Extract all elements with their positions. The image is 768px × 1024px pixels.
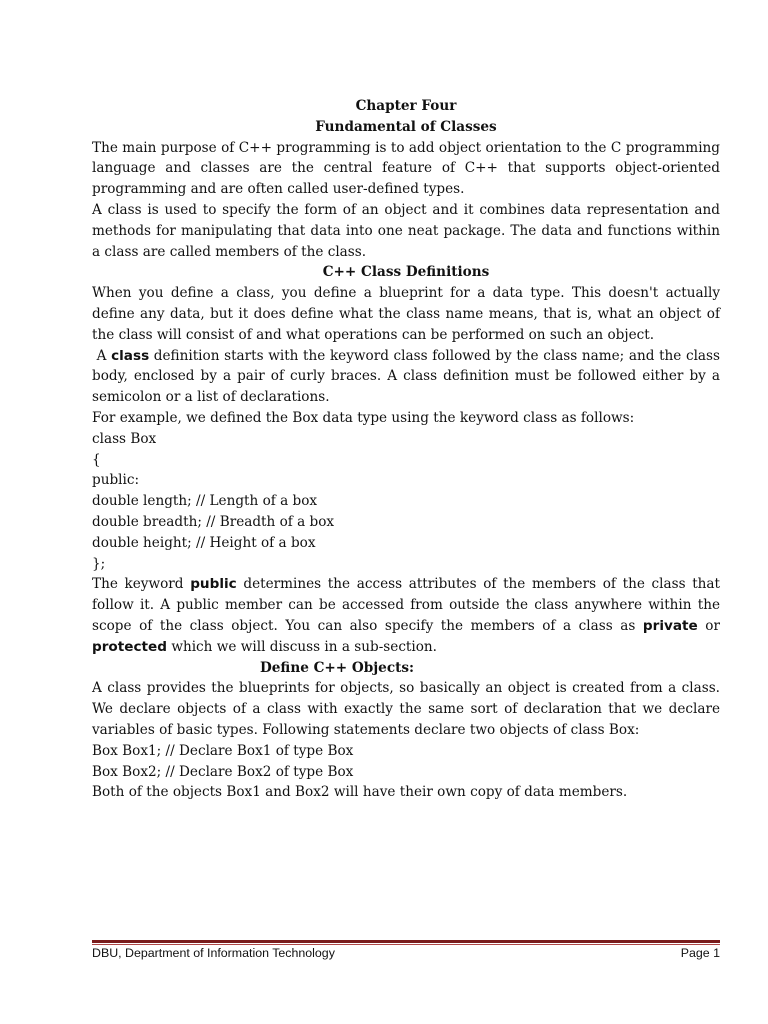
- footer-department: DBU, Department of Information Technology: [92, 946, 335, 960]
- access-specifiers-paragraph: [92, 574, 725, 657]
- intro-paragraph-2: A class is used to specify the form of an object and it combines data representation and methods for manipulating that data into one neat package. The data and functions within a class are called members of the class.: [92, 201, 720, 260]
- paragraph-text: which we will discuss in a sub-section.: [167, 638, 437, 655]
- chapter-subtitle: Fundamental of Classes: [315, 118, 497, 135]
- code-line: double length; // Length of a box: [92, 493, 318, 510]
- paragraph-text: determines the access attributes of the members of the class that follow it. A public member can be accessed from outside the class anywhere within the scope of the class object. You can also specify the members of a class as: [92, 576, 720, 634]
- footer-rule: [92, 940, 720, 943]
- footer-rule-thin: [92, 944, 720, 945]
- paragraph-text: The keyword: [92, 576, 191, 593]
- paragraph-text: definition starts with the keyword class followed by the class name; and the class body, enclosed by a pair of curly braces. A class definition must be followed either by a semicolon or a list of declarations.: [92, 347, 720, 406]
- define-objects-paragraph-2: Both of the objects Box1 and Box2 will have their own copy of data members.: [92, 784, 628, 801]
- code-line: public:: [92, 472, 140, 489]
- code-line: Box Box1; // Declare Box1 of type Box: [92, 742, 354, 759]
- paragraph-prefix: A: [92, 347, 112, 364]
- code-line: double breadth; // Breadth of a box: [92, 513, 335, 530]
- footer-page-number: Page 1: [680, 946, 720, 960]
- keyword-class: class: [111, 347, 150, 364]
- intro-paragraph-1: The main purpose of C++ programming is to add object orientation to the C programming language and classes are the central feature of C++ that supports object-oriented programming and are often called user-defined types.: [92, 139, 720, 198]
- page-body: [92, 96, 725, 803]
- keyword-public: public: [190, 576, 237, 593]
- define-objects-heading: Define C++ Objects:: [260, 659, 415, 676]
- class-definitions-paragraph-2: [92, 346, 720, 408]
- keyword-private: private: [642, 617, 698, 634]
- define-objects-paragraph-1: A class provides the blueprints for objects, so basically an object is created from a class. We declare objects of a class with exactly the same sort of declaration that we declare variables of basic types. Following statements declare two objects of class Box:: [92, 680, 720, 738]
- box-class-code: [92, 429, 720, 575]
- code-line: {: [92, 451, 101, 468]
- class-definitions-heading: C++ Class Definitions: [322, 264, 490, 281]
- code-line: };: [92, 555, 106, 572]
- class-definitions-paragraph-3: For example, we defined the Box data type using the keyword class as follows:: [92, 409, 635, 426]
- code-line: Box Box2; // Declare Box2 of type Box: [92, 763, 354, 780]
- class-definitions-paragraph-1: When you define a class, you define a blueprint for a data type. This doesn't actually define any data, but it does define what the class name means, that is, what an object of the class will consist of and what operations can be performed on such an object.: [92, 285, 720, 343]
- chapter-title: Chapter Four: [355, 98, 457, 114]
- keyword-protected: protected: [92, 638, 167, 655]
- code-line: class Box: [92, 430, 157, 447]
- code-line: double height; // Height of a box: [92, 534, 316, 551]
- paragraph-text: or: [697, 617, 725, 634]
- object-declaration-code: [92, 741, 720, 783]
